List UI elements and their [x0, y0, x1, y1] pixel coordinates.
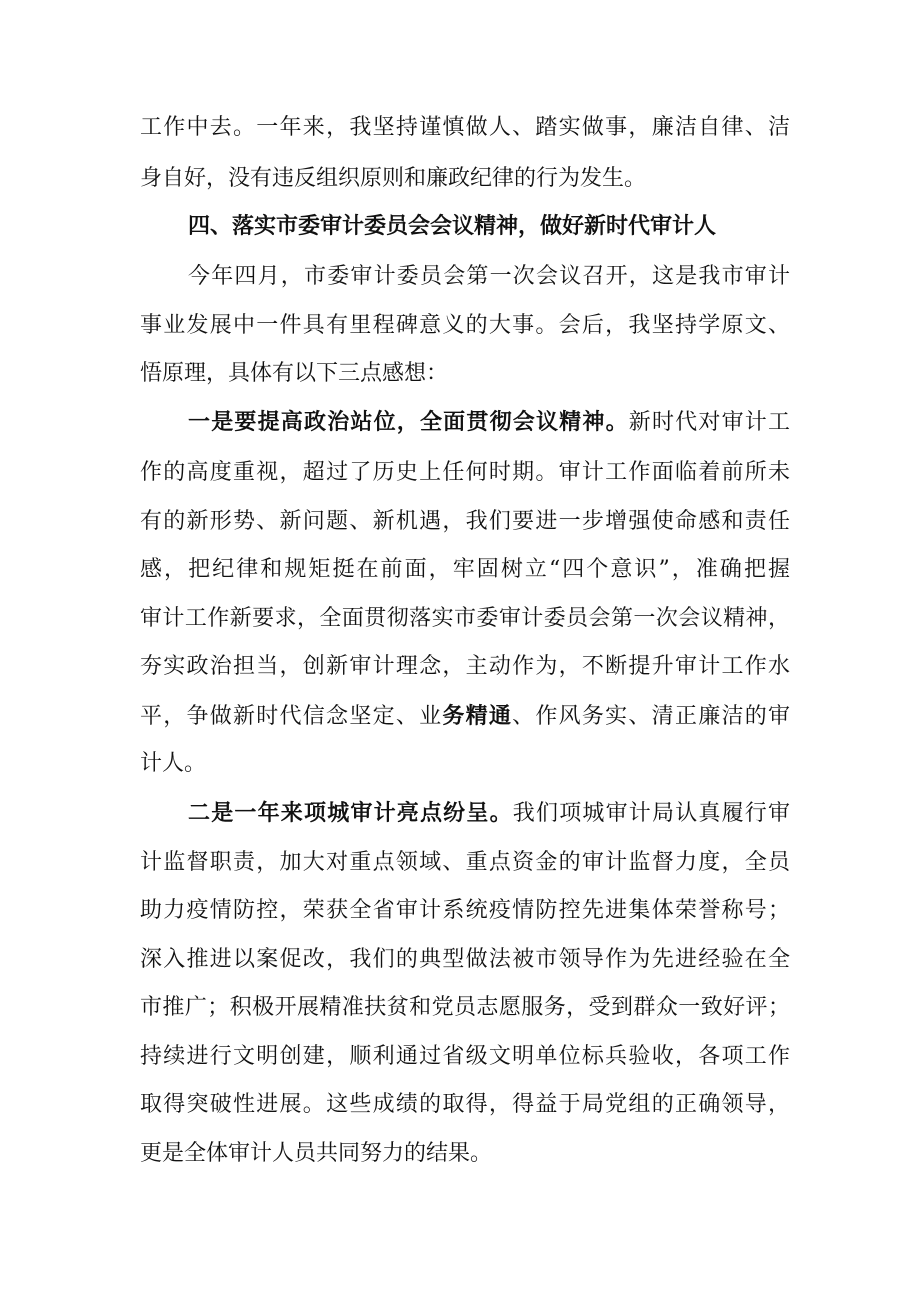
- text-line: 夯实政治担当，创新审计理念，主动作为，不断提升审计工作水: [140, 654, 790, 679]
- bold-text-run: 务精通: [442, 703, 513, 729]
- text-run: 平，争做新时代信念坚定、业: [140, 704, 443, 729]
- text-run: 我们项城审计局认真履行审: [512, 801, 790, 826]
- text-line: 悟原理，具体有以下三点感想：: [140, 361, 449, 386]
- text-line: 今年四月，市委审计委员会第一次会议召开，这是我市审计: [188, 264, 790, 289]
- text-line: [188, 799, 790, 829]
- text-line: 事业发展中一件具有里程碑意义的大事。会后，我坚持学原文、: [140, 313, 790, 338]
- text-line: 工作中去。一年来，我坚持谨慎做人、踏实做事，廉洁自律、洁: [140, 115, 790, 140]
- text-line: 市推广；积极开展精准扶贫和党员志愿服务，受到群众一致好评；: [140, 995, 790, 1020]
- text-run: 、作风务实、清正廉洁的审: [512, 704, 790, 729]
- text-line: 更是全体审计人员共同努力的结果。: [140, 1141, 493, 1166]
- text-line: 审计工作新要求，全面贯彻落实市委审计委员会第一次会议精神，: [140, 606, 790, 631]
- text-line: [188, 408, 790, 438]
- text-run: 新时代对审计工: [628, 410, 790, 435]
- bold-lead-text: 一是要提高政治站位，全面贯彻会议精神。: [188, 410, 629, 435]
- text-line: 作的高度重视，超过了历史上任何时期。审计工作面临着前所未: [140, 460, 790, 485]
- text-line: 持续进行文明创建，顺利通过省级文明单位标兵验收，各项工作: [140, 1044, 790, 1069]
- text-line: 计监督职责，加大对重点领域、重点资金的审计监督力度，全员: [140, 850, 790, 875]
- text-line: [140, 701, 790, 732]
- section-heading: 四、落实市委审计委员会会议精神，做好新时代审计人: [188, 214, 717, 239]
- bold-lead-text: 二是一年来项城审计亮点纷呈。: [188, 801, 513, 826]
- text-line: 助力疫情防控，荣获全省审计系统疫情防控先进集体荣誉称号；: [140, 898, 790, 923]
- text-line: 计人。: [140, 751, 207, 776]
- text-line: 身自好，没有违反组织原则和廉政纪律的行为发生。: [140, 166, 647, 191]
- text-line: 有的新形势、新问题、新机遇，我们要进一步增强使命感和责任: [140, 509, 790, 534]
- text-line: 深入推进以案促改，我们的典型做法被市领导作为先进经验在全: [140, 947, 790, 972]
- text-line: 感，把纪律和规矩挺在前面，牢固树立“四个意识”，准确把握: [140, 557, 790, 582]
- text-line: 取得突破性进展。这些成绩的取得，得益于局党组的正确领导，: [140, 1092, 790, 1117]
